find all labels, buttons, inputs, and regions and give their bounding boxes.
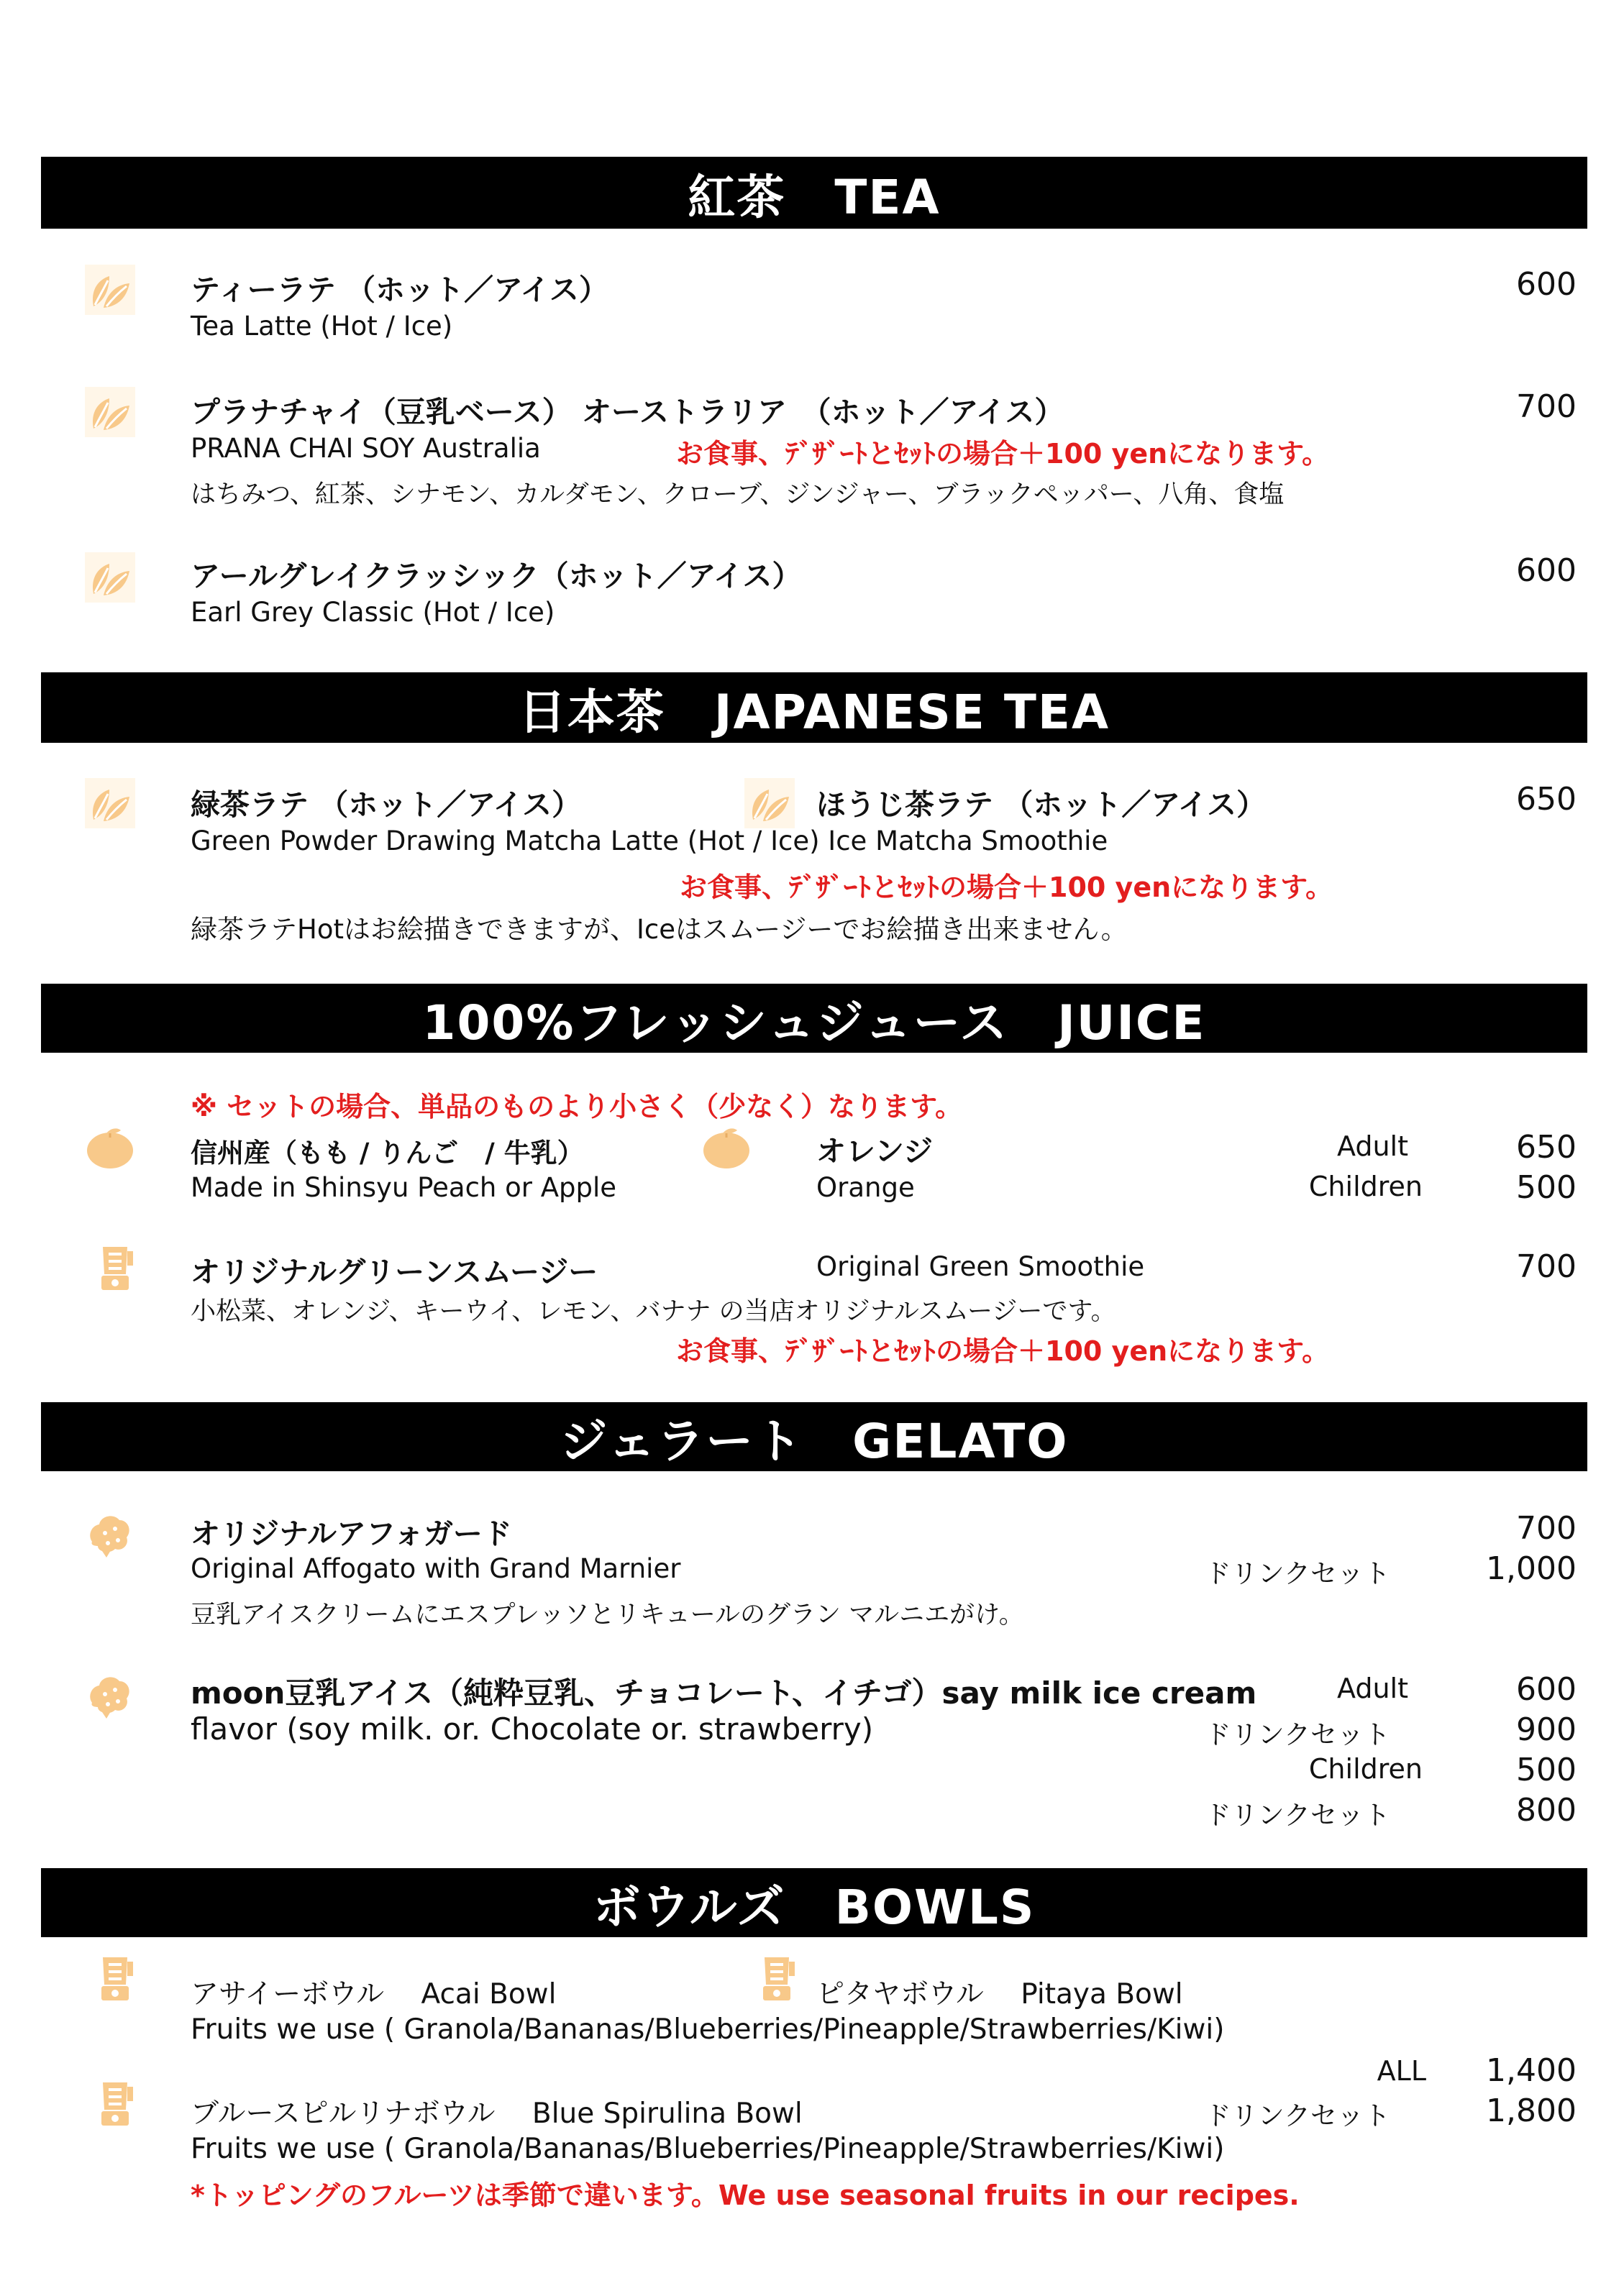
tea-leaf-icon [85, 552, 135, 603]
item-price: 700 [1516, 1510, 1577, 1547]
item-price: 1,400 [1486, 2052, 1577, 2089]
item-name-en: Earl Grey Classic (Hot / Ice) [191, 597, 555, 628]
set-surcharge-note: お食事、ﾃﾞｻﾞｰﾄとｾｯﾄの場合＋100 yenになります。 [680, 872, 1333, 903]
set-surcharge-note: お食事、ﾃﾞｻﾞｰﾄとｾｯﾄの場合＋100 yenになります。 [676, 1335, 1330, 1367]
item-name: ブルースピルリナボウル Blue Spirulina Bowl [191, 2098, 803, 2130]
size-label-children: Children [1308, 1171, 1423, 1202]
item-name: アサイーボウル Acai Bowl [191, 1978, 557, 2011]
item-name-en: Orange [816, 1172, 915, 1203]
size-label-all: ALL [1377, 2055, 1426, 2087]
item-name-jp: アールグレイクラッシック（ホット／アイス） [191, 559, 802, 593]
section-header-gelato: ジェラート GELATO [41, 1402, 1587, 1471]
item-name-en: Green Powder Drawing Matcha Latte (Hot / Ice) Ice Matcha Smoothie [191, 825, 1108, 856]
item-description: 緑茶ラテHotはお絵描きできますが、Iceはスムージーでお絵描き出来ません。 [191, 914, 1128, 945]
seasonal-fruit-note: *トッピングのフルーツは季節で違います。We use seasonal fruits in our recipes. [191, 2180, 1300, 2211]
item-price: 500 [1516, 1752, 1577, 1788]
item-name-jp: ティーラテ （ホット／アイス） [191, 273, 608, 307]
tea-leaf-icon [744, 778, 795, 828]
ice-cream-icon [85, 1670, 135, 1720]
item-price: 700 [1516, 1248, 1577, 1285]
item-price: 650 [1516, 781, 1577, 818]
tea-leaf-icon [85, 778, 135, 828]
ingredients-list: Fruits we use ( Granola/Bananas/Blueberries/Pineapple/Strawberries/Kiwi) [191, 2133, 1225, 2165]
item-name: ピタヤボウル Pitaya Bowl [816, 1978, 1183, 2011]
item-flavor: flavor (soy milk. or. Chocolate or. strawberry) [191, 1711, 874, 1747]
drink-set-price: 800 [1516, 1792, 1577, 1829]
orange-fruit-icon [85, 1122, 135, 1172]
item-name-en: PRANA CHAI SOY Australia [191, 433, 541, 464]
item-price: 600 [1516, 552, 1577, 589]
smoothie-blender-icon [752, 1953, 802, 2003]
smoothie-blender-icon [90, 1243, 140, 1293]
item-name-en: Made in Shinsyu Peach or Apple [191, 1172, 617, 1203]
item-name-jp: オリジナルアフォガード [191, 1517, 512, 1551]
section-header-japanese-tea: 日本茶 JAPANESE TEA [41, 672, 1587, 743]
section-header-tea: 紅茶 TEA [41, 157, 1587, 229]
item-name-en: Original Green Smoothie [816, 1251, 1145, 1282]
tea-leaf-icon [85, 265, 135, 315]
item-price: 650 [1516, 1129, 1577, 1166]
smoothie-blender-icon [90, 1953, 140, 2003]
set-surcharge-note: お食事、ﾃﾞｻﾞｰﾄとｾｯﾄの場合＋100 yenになります。 [676, 438, 1330, 470]
item-description: はちみつ、紅茶、シナモン、カルダモン、クローブ、ジンジャー、ブラックペッパー、八角、食塩 [191, 480, 1285, 509]
drink-set-price: 1,800 [1486, 2093, 1577, 2129]
item-price: 700 [1516, 388, 1577, 425]
item-name: moon豆乳アイス（純粋豆乳、チョコレート、イチゴ）say milk ice cream [191, 1675, 1257, 1711]
drink-set-label: ドリンクセット [1204, 2100, 1390, 2131]
item-name-jp: オリジナルグリーンスムージー [191, 1255, 598, 1289]
ice-cream-icon [85, 1509, 135, 1559]
drink-set-price: 900 [1516, 1711, 1577, 1748]
drink-set-price: 1,000 [1486, 1550, 1577, 1587]
item-name-jp: オレンジ [816, 1134, 933, 1168]
smoothie-blender-icon [90, 2078, 140, 2128]
item-price: 600 [1516, 1671, 1577, 1708]
size-label-children: Children [1308, 1753, 1423, 1785]
juice-set-note: ※ セットの場合、単品のものより小さく（少なく）なります。 [191, 1091, 963, 1122]
item-name-jp: 緑茶ラテ （ホット／アイス） [191, 787, 582, 822]
item-name-en: Tea Latte (Hot / Ice) [191, 311, 453, 342]
item-name-jp: 信州産（もも / りんご / 牛乳） [191, 1138, 584, 1168]
orange-fruit-icon [701, 1122, 752, 1172]
drink-set-label: ドリンクセット [1204, 1558, 1390, 1589]
section-header-bowls: ボウルズ BOWLS [41, 1868, 1587, 1937]
drink-set-label: ドリンクセット [1204, 1800, 1390, 1831]
section-header-juice: 100%フレッシュジュース JUICE [41, 984, 1587, 1053]
item-price: 500 [1516, 1169, 1577, 1206]
tea-leaf-icon [85, 387, 135, 437]
item-price: 600 [1516, 266, 1577, 303]
ingredients-list: Fruits we use ( Granola/Bananas/Blueberries/Pineapple/Strawberries/Kiwi) [191, 2013, 1225, 2046]
drink-set-label: ドリンクセット [1204, 1719, 1390, 1750]
item-description: 小松菜、オレンジ、キーウイ、レモン、バナナ の当店オリジナルスムージーです。 [191, 1297, 1116, 1326]
item-name-en: Original Affogato with Grand Marnier [191, 1553, 681, 1584]
item-description: 豆乳アイスクリームにエスプレッソとリキュールのグラン マルニエがけ。 [191, 1601, 1024, 1629]
item-name-jp: プラナチャイ（豆乳ベース） オーストラリア （ホット／アイス） [191, 395, 1064, 429]
size-label-adult: Adult [1337, 1673, 1408, 1704]
size-label-adult: Adult [1337, 1130, 1408, 1162]
item-name-jp: ほうじ茶ラテ （ホット／アイス） [816, 787, 1267, 822]
